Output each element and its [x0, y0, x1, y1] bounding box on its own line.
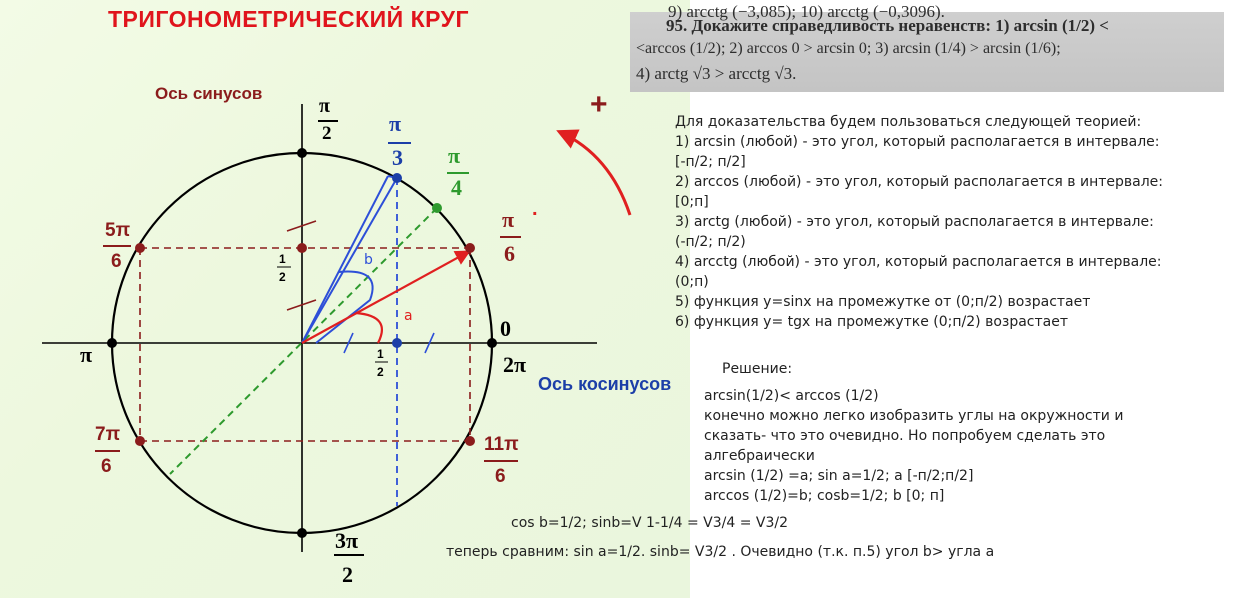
solution-line: arcsin(1/2)< arccos (1/2) — [704, 388, 879, 404]
page-title: ТРИГОНОМЕТРИЧЕСКИЙ КРУГ — [108, 6, 469, 32]
angle-a-arc — [356, 313, 382, 343]
angle-b-arc — [316, 272, 373, 343]
theory-line: 1) arcsin (любой) - это угол, который располагается в интервале: — [675, 134, 1160, 150]
eleven-pi-six-numerator: 11π — [484, 434, 519, 455]
plus-sign: + — [590, 88, 608, 121]
theory-line: [0;п] — [675, 194, 709, 210]
solution-line: алгебраически — [704, 448, 815, 464]
three-pi-two-numerator: 3π — [335, 528, 359, 553]
pi-sixth-denominator: 6 — [504, 241, 515, 266]
theory-line: [-п/2; п/2] — [675, 154, 746, 170]
cos-axis-label: Ось косинусов — [538, 374, 672, 394]
theory-line: Для доказательства будем пользоваться следующей теорией: — [675, 114, 1142, 130]
five-pi-six-numerator: 5π — [105, 220, 131, 241]
seven-pi-six-numerator: 7π — [95, 424, 121, 445]
pi-half-denominator: 2 — [322, 123, 332, 144]
sin-axis-label: Ось синусов — [155, 84, 263, 103]
theory-line: 3) arctg (любой) - это угол, который располагается в интервале: — [675, 214, 1154, 230]
solution-line: arccos (1/2)=b; cosb=1/2; b [0; п] — [704, 488, 945, 504]
solution-line: arcsin (1/2) =a; sin a=1/2; a [-п/2;п/2] — [704, 468, 974, 484]
half-y-numerator: 1 — [279, 252, 286, 266]
scan-line-partial: 9) arcctg (−3,085); 10) arcctg (−0,3096). — [668, 2, 945, 21]
theory-line: 2) arccos (любой) - это угол, который располагается в интервале: — [675, 174, 1163, 190]
half-x-denominator: 2 — [377, 365, 384, 379]
seven-pi-six-denominator: 6 — [101, 456, 112, 477]
half-x-numerator: 1 — [377, 347, 384, 361]
red-dot: . — [532, 198, 538, 220]
pi-quarter-numerator: π — [448, 143, 461, 168]
theory-line: (-п/2; п/2) — [675, 234, 746, 250]
angle-b-label: b — [364, 252, 373, 268]
rotation-arrow — [560, 132, 630, 215]
theory-block — [675, 112, 1235, 332]
half-y-denominator: 2 — [279, 270, 286, 284]
theory-line: 6) функция y= tgx на промежутке (0;п/2) возрастает — [675, 314, 1068, 330]
scan-line-1: 95. Докажите справедливость неравенств: 1) arcsin (1/2) < — [666, 16, 1109, 35]
pi-half-numerator: π — [319, 95, 330, 117]
pi-sixth-numerator: π — [502, 207, 515, 232]
five-pi-six-denominator: 6 — [111, 251, 122, 272]
pi-third-numerator: π — [389, 111, 402, 136]
scan-line-3: 4) arctg √3 > arcctg √3. — [636, 64, 797, 83]
angle-a-label: a — [404, 308, 413, 324]
theory-line: 4) arcctg (любой) - это угол, который располагается в интервале: — [675, 254, 1162, 270]
solution-heading: Решение: — [722, 361, 793, 377]
solution-block — [704, 386, 1123, 506]
theory-line: 5) функция y=sinx на промежутке от (0;п/2) возрастает — [675, 294, 1091, 310]
pi-third-denominator: 3 — [392, 145, 403, 170]
textbook-scan — [630, 2, 1224, 92]
three-pi-two-denominator: 2 — [342, 562, 353, 587]
pi-quarter-denominator: 4 — [451, 175, 462, 200]
pi-sixth-radius — [302, 252, 468, 343]
theory-line: (0;п) — [675, 274, 709, 290]
solution-line: конечно можно легко изобразить углы на окружности и — [704, 408, 1124, 424]
two-pi-label: 2π — [503, 352, 527, 377]
pi-label: π — [80, 342, 93, 367]
zero-label: 0 — [500, 316, 511, 341]
eleven-pi-six-denominator: 6 — [495, 466, 506, 487]
cos-b-line: cos b=1/2; sinb=V 1-1/4 = V3/4 = V3/2 — [511, 515, 788, 531]
compare-line: теперь сравним: sin a=1/2. sinb= V3/2 . Очевидно (т.к. п.5) угол b> угла a — [446, 544, 995, 560]
scan-line-2: <arccos (1/2); 2) arccos 0 > arcsin 0; 3) arcsin (1/4) > arcsin (1/6); — [636, 40, 1061, 57]
solution-line: сказать- что это очевидно. Но попробуем сделать это — [704, 428, 1106, 444]
